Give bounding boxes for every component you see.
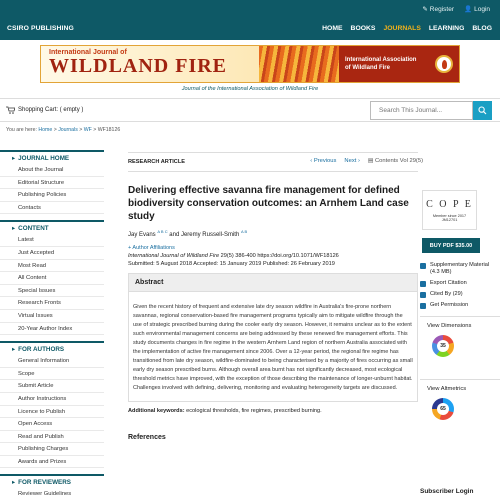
sidebar-item[interactable]: Reviewer Guidelines — [0, 488, 104, 500]
altmetric-label: View Altmetrics — [427, 386, 467, 392]
journal-banner[interactable] — [40, 45, 460, 83]
article-header-row — [128, 152, 423, 172]
sidebar-item[interactable]: Publishing Charges — [0, 443, 104, 456]
abstract-text: Given the recent history of frequent and extensive late dry season wildfire in Australia's fire-prone northern savannas, regional conservation-based fire management programs typically aim to mitigate wildfire through the use of strategic prescribed burning during the cooler early dry season. However, it remains unclear as to the extent such environmental management concerns are being addressed by these renewed fire management efforts. This study documents changes in fire regime in the western Arnhem Land region of northern Australia associated with the implementation of active fire management since 2006. Over a 12-year period, the regional fire regime has transitioned from late dry season, wildfire-dominated to being characterised by a majority of fires occurring as small early dry season prescribed burns. Although overall area burnt has not significantly decreased, most ecological threshold metrics have improved, with the exception of those describing the maintenance of longer-unburnt habitat. Challenges involved with defining, delivering, monitoring and evaluating heterogeneity targets are discussed. — [133, 304, 413, 391]
chevron-right-icon: ▸ — [12, 479, 16, 487]
sidebar-item[interactable]: General Information — [0, 355, 104, 368]
journal-name: International Journal of Wildland Fire — [128, 253, 220, 259]
sidebar-item[interactable]: Research Fronts — [0, 297, 104, 310]
author-1-affil: A B C — [157, 229, 168, 234]
login-label: Login — [474, 5, 490, 13]
buy-pdf-button[interactable]: BUY PDF $35.00 — [422, 238, 480, 253]
cart-search-bar — [0, 98, 500, 122]
search-input[interactable] — [370, 101, 473, 120]
abstract-heading: Abstract — [129, 274, 417, 292]
cited-icon — [420, 292, 426, 298]
references-heading[interactable]: References — [128, 434, 166, 441]
fire-image — [259, 46, 339, 82]
sidebar-item[interactable]: Just Accepted — [0, 247, 104, 260]
sidebar-item[interactable]: All Content — [0, 272, 104, 285]
sidebar-item[interactable]: Most Read — [0, 260, 104, 273]
volume-label: Contents Vol 29(5) — [374, 158, 423, 164]
sidebar-section-title[interactable] — [12, 346, 104, 353]
sidebar-item[interactable]: Editorial Structure — [0, 177, 104, 190]
sidebar-section-label: FOR REVIEWERS — [18, 479, 72, 487]
author-2[interactable]: Jeremy Russell-Smith — [180, 232, 240, 238]
sidebar-item[interactable]: Read and Publish — [0, 431, 104, 444]
keywords — [128, 408, 418, 414]
citation — [128, 253, 418, 259]
next-label: Next — [344, 158, 357, 164]
sidebar-item[interactable]: Scope — [0, 368, 104, 381]
sidebar-item[interactable]: About the Journal — [0, 164, 104, 177]
export-icon — [420, 281, 426, 287]
subscriber-login-heading: Subscriber Login — [420, 488, 474, 495]
sidebar-item[interactable]: Contacts — [0, 202, 104, 215]
sidebar — [0, 150, 104, 500]
article-tools — [420, 262, 500, 309]
article-nav — [310, 158, 423, 164]
chevron-right-icon: ▸ — [12, 225, 16, 233]
nav-books[interactable]: BOOKS — [350, 25, 376, 32]
supplementary-label: Supplementary Material (4.3 MB) — [430, 262, 490, 275]
register-label: Register — [429, 5, 454, 13]
journal-subtitle: Journal of the International Association of Wildland Fire — [181, 86, 319, 92]
sidebar-section-title[interactable] — [12, 225, 104, 232]
altmetric-score: 65 — [437, 403, 449, 415]
article-title: Delivering effective savanna fire management for defined biodiversity conservation outcomes: an Arnhem Land case study — [128, 185, 409, 222]
banner-line2: WILDLAND FIRE — [49, 55, 228, 77]
breadcrumb: You are here: Home > Journals > WF > WF18126 — [6, 127, 121, 133]
main-nav — [322, 25, 492, 32]
sidebar-item[interactable]: Awards and Prizes — [0, 456, 104, 469]
permission-icon — [420, 303, 426, 309]
sidebar-item[interactable]: Open Access — [0, 418, 104, 431]
sidebar-item[interactable]: Licence to Publish — [0, 406, 104, 419]
dimensions-badge-icon — [432, 335, 454, 357]
article-type: RESEARCH ARTICLE — [128, 159, 185, 165]
sidebar-section-title[interactable] — [12, 479, 104, 486]
sidebar-section-label: CONTENT — [18, 225, 49, 233]
search-icon — [478, 106, 487, 115]
sidebar-section — [0, 341, 104, 468]
login-link[interactable] — [464, 5, 490, 13]
banner-title-area — [41, 46, 259, 82]
sidebar-item[interactable]: Latest — [0, 234, 104, 247]
article-dates: Submitted: 5 August 2018 Accepted: 15 January 2019 Published: 26 February 2019 — [128, 261, 335, 267]
dimensions-label: View Dimensions — [427, 323, 472, 329]
cited-by-link[interactable] — [420, 291, 500, 298]
previous-label: Previous — [313, 158, 337, 164]
sidebar-item[interactable]: 20-Year Author Index — [0, 323, 104, 336]
sidebar-section — [0, 474, 104, 500]
altmetric-badge-icon — [432, 398, 454, 420]
breadcrumb-current: WF18126 — [97, 127, 121, 133]
sidebar-section — [0, 150, 104, 214]
cope-badge[interactable] — [422, 190, 477, 230]
download-icon — [420, 263, 426, 269]
permission-link[interactable] — [420, 302, 500, 309]
banner-line1: International Journal of — [49, 49, 127, 56]
export-citation-link[interactable] — [420, 280, 500, 287]
brand-logo[interactable]: CSIRO PUBLISHING — [7, 25, 74, 32]
cart-label: Shopping Cart: ( empty ) — [18, 107, 84, 113]
nav-learning[interactable]: LEARNING — [428, 25, 465, 32]
sidebar-item[interactable]: Author Instructions — [0, 393, 104, 406]
sidebar-item[interactable]: Virtual Issues — [0, 310, 104, 323]
dimensions-count: 35 — [437, 340, 449, 352]
search-button[interactable] — [473, 101, 492, 120]
cart-icon — [6, 106, 15, 114]
sidebar-section — [0, 220, 104, 335]
breadcrumb-home[interactable]: Home — [38, 127, 53, 133]
keywords-label: Additional keywords: — [128, 408, 185, 414]
chevron-right-icon: ▸ — [12, 155, 16, 162]
utility-links — [422, 5, 490, 13]
register-icon: ✎ — [422, 6, 428, 13]
article-main — [128, 152, 423, 441]
abstract-box — [128, 273, 418, 402]
dimensions-panel[interactable] — [420, 316, 500, 357]
iawf-seal-icon — [435, 55, 453, 73]
previous-link[interactable]: ‹ Previous — [310, 158, 337, 164]
iawf-badge — [339, 46, 459, 82]
export-label: Export Citation — [430, 280, 467, 286]
sidebar-item[interactable]: Submit Article — [0, 380, 104, 393]
right-column — [420, 152, 500, 495]
breadcrumb-journals[interactable]: Journals — [58, 127, 78, 133]
nav-blog[interactable]: BLOG — [472, 25, 492, 32]
author-2-affil: A B — [240, 229, 248, 234]
register-link[interactable] — [422, 5, 454, 13]
sidebar-item[interactable]: Special Issues — [0, 285, 104, 298]
breadcrumb-wf[interactable]: WF — [83, 127, 92, 133]
sidebar-section-label: FOR AUTHORS — [18, 346, 65, 354]
sidebar-item[interactable]: Publishing Policies — [0, 189, 104, 202]
shopping-cart[interactable] — [6, 106, 83, 114]
contents-volume-link[interactable] — [368, 158, 423, 164]
altmetric-panel[interactable] — [420, 379, 500, 420]
citation-doi[interactable]: 29(5) 386-400 https://doi.org/10.1071/WF18126 — [220, 253, 339, 259]
cope-member: Member since 2017 — [432, 214, 467, 218]
authors-and: and — [169, 232, 180, 238]
cited-label: Cited By (29) — [430, 291, 463, 297]
author-1[interactable]: Jay Evans — [128, 232, 156, 238]
user-icon: 👤 — [464, 6, 473, 13]
cope-logo: C O P E — [426, 199, 473, 210]
sidebar-section-title[interactable] — [12, 155, 104, 162]
doc-icon: ▤ — [367, 158, 374, 164]
nav-home[interactable]: HOME — [322, 25, 343, 32]
cope-id: JM12701 — [441, 218, 458, 222]
author-affiliations-toggle[interactable]: + Author Affiliations — [128, 245, 175, 251]
sidebar-section-label: JOURNAL HOME — [18, 155, 70, 162]
keywords-text: ecological thresholds, fire regimes, prescribed burning. — [186, 408, 322, 414]
supplementary-link[interactable] — [420, 262, 500, 276]
next-link[interactable]: Next › — [344, 158, 360, 164]
top-bar — [0, 0, 500, 40]
nav-journals[interactable]: JOURNALS — [383, 25, 421, 32]
authors-line — [128, 229, 418, 238]
iawf-label: International Association of Wildland Fire — [345, 57, 417, 71]
chevron-right-icon: ▸ — [12, 346, 16, 354]
permission-label: Get Permission — [430, 302, 469, 308]
breadcrumb-prefix: You are here: — [6, 127, 37, 133]
